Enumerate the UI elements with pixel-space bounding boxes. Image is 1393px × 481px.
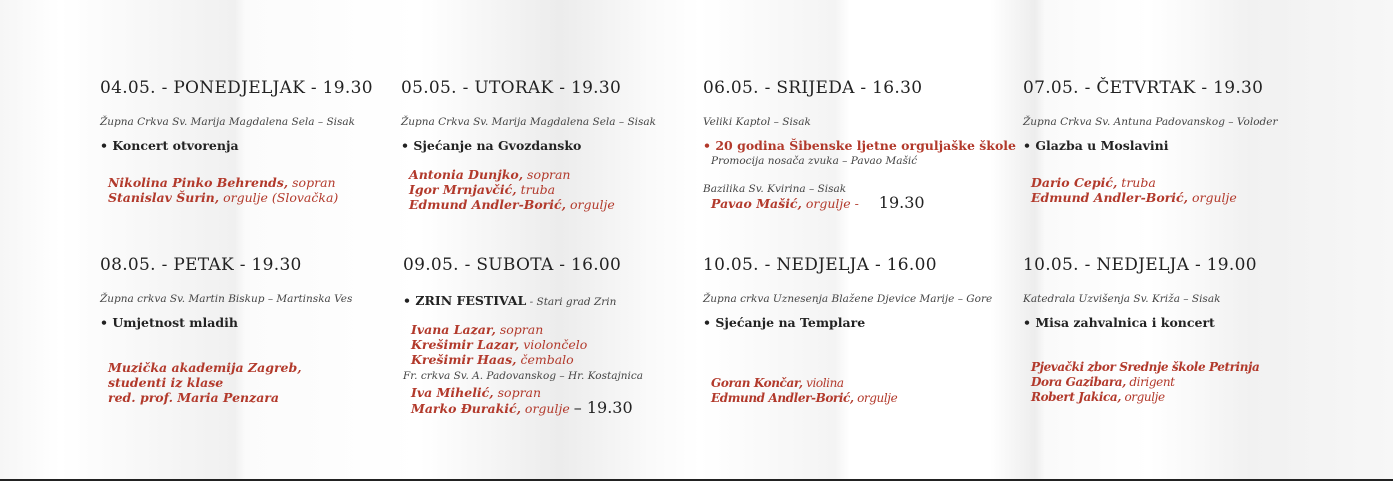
performer-name: Nikolina Pinko Behrends,	[108, 175, 289, 190]
performer-role: orgulje -	[801, 196, 859, 211]
performer	[409, 197, 701, 212]
performer-name: Edmund Andler-Borić,	[409, 197, 566, 212]
performer-role: truba	[516, 182, 556, 197]
performer-name: Igor Mrnjavčić,	[409, 182, 517, 197]
performer-name: Edmund Andler-Borić,	[711, 391, 854, 405]
performer	[711, 195, 1003, 211]
performance-time: 19.30	[878, 193, 925, 212]
performer-role: sopran	[493, 385, 542, 400]
performer-name: Dario Cepić,	[1031, 175, 1118, 190]
performer	[1031, 375, 1323, 390]
performer-name: Robert Jakica,	[1031, 390, 1122, 404]
day-card-05-05	[401, 78, 701, 212]
event-title: • Sjećanje na Templare	[703, 315, 866, 330]
performers	[711, 376, 1003, 406]
day-date: 05.05. - UTORAK - 19.30	[401, 78, 622, 98]
performers-secondary	[411, 385, 703, 416]
performer	[108, 375, 400, 390]
venue: Župna crkva Sv. Martin Biskup – Martinska Ves	[100, 293, 353, 305]
day-date: 10.05. - NEDJELJA - 19.00	[1023, 255, 1257, 275]
performer-role: violončelo	[519, 337, 588, 352]
performer-role: orgulje (Slovačka)	[219, 190, 339, 205]
performer-name: studenti iz klase	[108, 375, 224, 390]
venue: Katedrala Uzvišenja Sv. Križa – Sisak	[1023, 293, 1221, 305]
day-card-10-05-b	[1023, 255, 1323, 405]
day-date: 09.05. - SUBOTA - 16.00	[403, 255, 622, 275]
performers	[711, 195, 1003, 211]
performer	[108, 190, 400, 205]
performer-name: Krešimir Lazar,	[411, 337, 520, 352]
event-title: • 20 godina Šibenske ljetne orguljaške škole	[703, 138, 1017, 153]
day-card-08-05	[100, 255, 400, 405]
day-date: 07.05. - ČETVRTAK - 19.30	[1023, 78, 1264, 98]
performer-name: Iva Mihelić,	[411, 385, 494, 400]
performer	[411, 385, 703, 400]
venue: Župna Crkva Sv. Marija Magdalena Sela – Sisak	[401, 116, 657, 128]
performer	[409, 182, 701, 197]
event-title: • Sjećanje na Gvozdansko	[401, 138, 582, 153]
event-title: • Glazba u Moslavini	[1023, 138, 1169, 153]
performer	[1031, 390, 1323, 405]
venue: Župna Crkva Sv. Antuna Padovanskog – Voloder	[1023, 116, 1278, 128]
performer-name: Muzička akademija Zagreb,	[108, 360, 302, 375]
day-date: 10.05. - NEDJELJA - 16.00	[703, 255, 937, 275]
day-card-04-05	[100, 78, 400, 205]
performer	[108, 175, 400, 190]
performer	[711, 376, 1003, 391]
performers	[108, 175, 400, 205]
performer-name: Stanislav Šurin,	[108, 190, 220, 205]
performer	[411, 322, 703, 337]
performer	[411, 337, 703, 352]
performance-time: – 19.30	[573, 398, 633, 417]
performer-name: Krešimir Haas,	[411, 352, 517, 367]
performer-name: Edmund Andler-Borić,	[1031, 190, 1188, 205]
performer-name: Dora Gazibara,	[1031, 375, 1126, 389]
performer-name: Goran Končar,	[711, 376, 803, 390]
performer-name: Pavao Mašić,	[711, 196, 802, 211]
performer-name: red. prof. Maria Penzara	[108, 390, 279, 405]
performer	[411, 400, 703, 416]
performer	[1031, 175, 1323, 190]
performer	[409, 167, 701, 182]
performer-role: čembalo	[516, 352, 574, 367]
performer-role: sopran	[523, 167, 571, 182]
day-card-06-05	[703, 78, 1017, 212]
performer	[1031, 360, 1323, 375]
performer	[711, 391, 1003, 406]
venue: Župna Crkva Sv. Marija Magdalena Sela – Sisak	[100, 116, 356, 128]
performer-role: truba	[1117, 175, 1156, 190]
performer	[411, 352, 703, 367]
performers	[1031, 175, 1323, 205]
day-card-10-05-a	[703, 255, 1003, 406]
performer-role: orgulje	[1187, 190, 1237, 205]
performer	[108, 390, 400, 405]
event-title: • ZRIN FESTIVAL - Stari grad Zrin	[403, 293, 617, 308]
day-date: 06.05. - SRIJEDA - 16.30	[703, 78, 923, 98]
event-title: • Koncert otvorenja	[100, 138, 239, 153]
venue-secondary: Bazilika Sv. Kvirina – Sisak	[703, 183, 847, 195]
performer-role: dirigent	[1125, 375, 1175, 389]
day-date: 04.05. - PONEDJELJAK - 19.30	[100, 78, 373, 98]
day-date: 08.05. - PETAK - 19.30	[100, 255, 302, 275]
performer-role: orgulje	[853, 391, 898, 405]
performer-name: Antonia Dunjko,	[409, 167, 524, 182]
performer	[108, 360, 400, 375]
performer-role: violina	[802, 376, 844, 390]
venue-secondary: Fr. crkva Sv. A. Padovanskog – Hr. Kostajnica	[403, 370, 643, 382]
day-card-09-05	[403, 255, 703, 416]
performer-role: sopran	[288, 175, 336, 190]
venue: Veliki Kaptol – Sisak	[703, 116, 811, 128]
event-note: Promocija nosača zvuka – Pavao Mašić	[711, 155, 918, 167]
performers	[409, 167, 701, 212]
event-title: • Misa zahvalnica i koncert	[1023, 315, 1215, 330]
performer	[1031, 190, 1323, 205]
performer-role: orgulje	[1121, 390, 1165, 404]
performers	[108, 360, 400, 405]
performers	[1031, 360, 1323, 405]
performer-name: Ivana Lazar,	[411, 322, 496, 337]
venue: Župna crkva Uznesenja Blažene Djevice Marije – Gore	[703, 293, 993, 305]
event-title: • Umjetnost mladih	[100, 315, 238, 330]
performer-name: Marko Đurakić,	[411, 401, 521, 416]
performer-role: orgulje	[520, 401, 570, 416]
performer-role: sopran	[495, 322, 544, 337]
day-card-07-05	[1023, 78, 1323, 205]
performers	[411, 322, 703, 367]
performer-role: orgulje	[565, 197, 615, 212]
performer-name: Pjevački zbor Srednje škole Petrinja	[1031, 360, 1260, 374]
